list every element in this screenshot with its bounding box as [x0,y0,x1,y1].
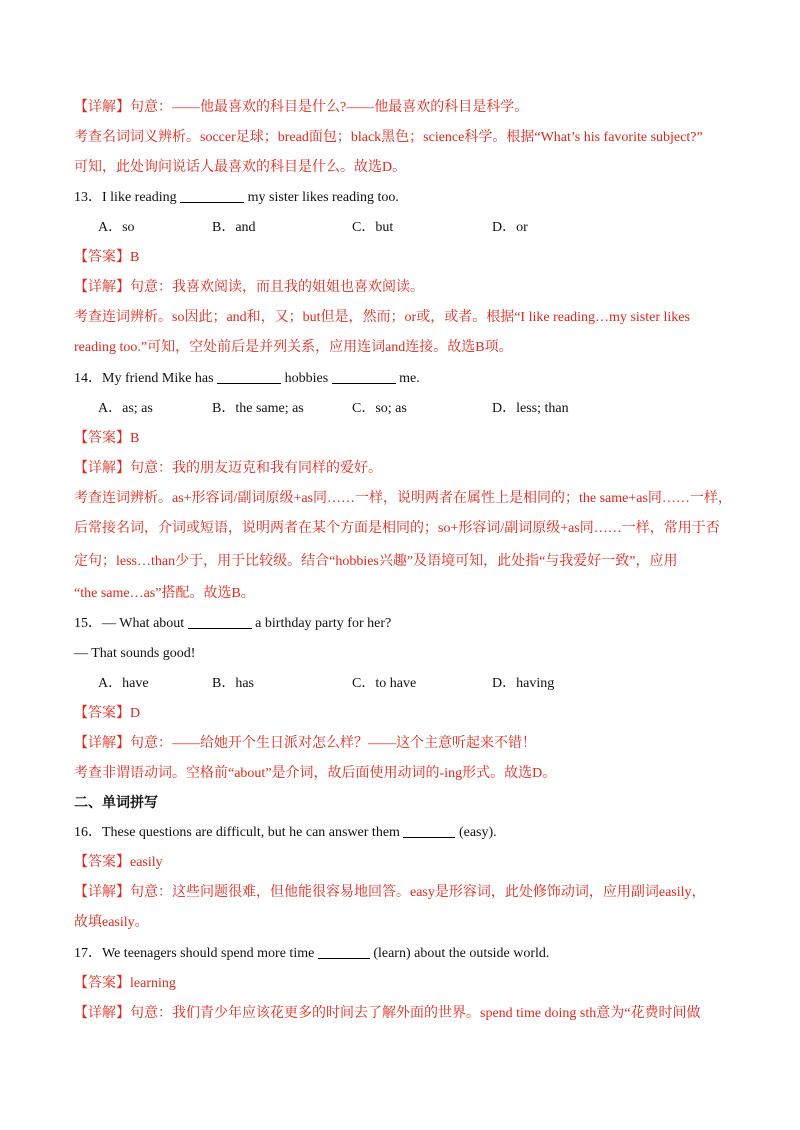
explanation-13-line-3: reading too.”可知，空处前后是并列关系，应用连词and连接。故选B项。 [74,340,513,355]
question-13-text-pre: 13．I like reading [74,190,177,205]
explanation-15-line-1: 【详解】句意：——给她开个生日派对怎么样？——这个主意听起来不错！ [74,736,536,751]
question-17-blank [318,944,370,959]
explanation-14-line-5: “the same…as”搭配。故选B。 [74,586,255,601]
question-15-text-pre: 15．— What about [74,616,185,631]
answer-15: 【答案】D [74,706,141,721]
explanation-12-line-3: 可知，此处询问说话人最喜欢的科目是什么。故选D。 [74,160,407,175]
q14-option-d: D．less; than [492,401,569,416]
q13-option-a: A．so [98,220,135,235]
q15-option-b: B．has [212,676,254,691]
question-16-text-pre: 16．These questions are difficult, but he can answer them [74,825,400,840]
answer-14: 【答案】B [74,431,140,446]
explanation-14-line-2: 考查连词辨析。as+形容词/副词原级+as同……一样，说明两者在属性上是相同的；the same+as同……一样， [74,491,732,506]
answer-13: 【答案】B [74,250,140,265]
q15-option-d: D．having [492,676,555,691]
q14-option-a: A．as; as [98,401,153,416]
q15-option-c: C．to have [352,676,417,691]
answer-16: 【答案】easily [74,855,163,870]
q14-option-c: C．so; as [352,401,407,416]
explanation-14-line-4: 定句；less…than少于，用于比较级。结合“hobbies兴趣”及语境可知，此处指“与我爱好一致”，应用 [74,554,678,569]
question-14-text-pre: 14．My friend Mike has [74,371,214,386]
q15-option-a: A．have [98,676,149,691]
question-16-blank [403,823,455,838]
q14-option-b: B．the same; as [212,401,304,416]
question-17-text-pre: 17．We teenagers should spend more time [74,946,315,961]
question-14-blank-1 [217,369,281,384]
question-13-blank [180,188,244,203]
question-13-text-post: my sister likes reading too. [247,190,399,205]
q13-option-c: C．but [352,220,394,235]
question-14-text-mid: hobbies [284,371,329,386]
question-14 [74,369,740,389]
question-16-text-post: (easy). [458,825,497,840]
question-16 [74,823,740,843]
explanation-14-line-1: 【详解】句意：我的朋友迈克和我有同样的爱好。 [74,461,382,476]
question-14-blank-2 [332,369,396,384]
explanation-13-line-2: 考查连词辨析。so因此；and和，又；but但是，然而；or或，或者。根据“I like reading…my sister likes [74,310,690,325]
explanation-16-line-2: 故填easily。 [74,915,149,930]
explanation-12-line-1: 【详解】句意：——他最喜欢的科目是什么?——他最喜欢的科目是科学。 [74,100,529,115]
question-17-text-post: (learn) about the outside world. [373,946,550,961]
explanation-15-line-2: 考查非谓语动词。空格前“about”是介词，故后面使用动词的-ing形式。故选D。 [74,766,557,781]
question-15-blank [188,614,252,629]
question-15-reply: — That sounds good! [74,646,196,661]
question-15-text-post: a birthday party for her? [255,616,392,631]
answer-17: 【答案】learning [74,976,176,991]
question-14-text-post: me. [399,371,420,386]
q13-option-b: B．and [212,220,256,235]
question-13 [74,188,740,208]
question-15 [74,614,740,634]
explanation-14-line-3: 后常接名词，介词或短语，说明两者在某个方面是相同的；so+形容词/副词原级+as同……一样，常用于否 [74,521,720,536]
explanation-16-line-1: 【详解】句意：这些问题很难，但他能很容易地回答。easy是形容词，此处修饰动词，应用副词easily， [74,885,706,900]
explanation-13-line-1: 【详解】句意：我喜欢阅读，而且我的姐姐也喜欢阅读。 [74,280,424,295]
section-heading-spelling: 二、单词拼写 [74,796,158,811]
q13-option-d: D．or [492,220,528,235]
explanation-12-line-2: 考查名词词义辨析。soccer足球；bread面包；black黑色；science科学。根据“What’s his favorite subject?” [74,130,703,145]
explanation-17-line-1: 【详解】句意：我们青少年应该花更多的时间去了解外面的世界。spend time doing sth意为“花费时间做 [74,1006,701,1021]
question-17 [74,944,740,964]
